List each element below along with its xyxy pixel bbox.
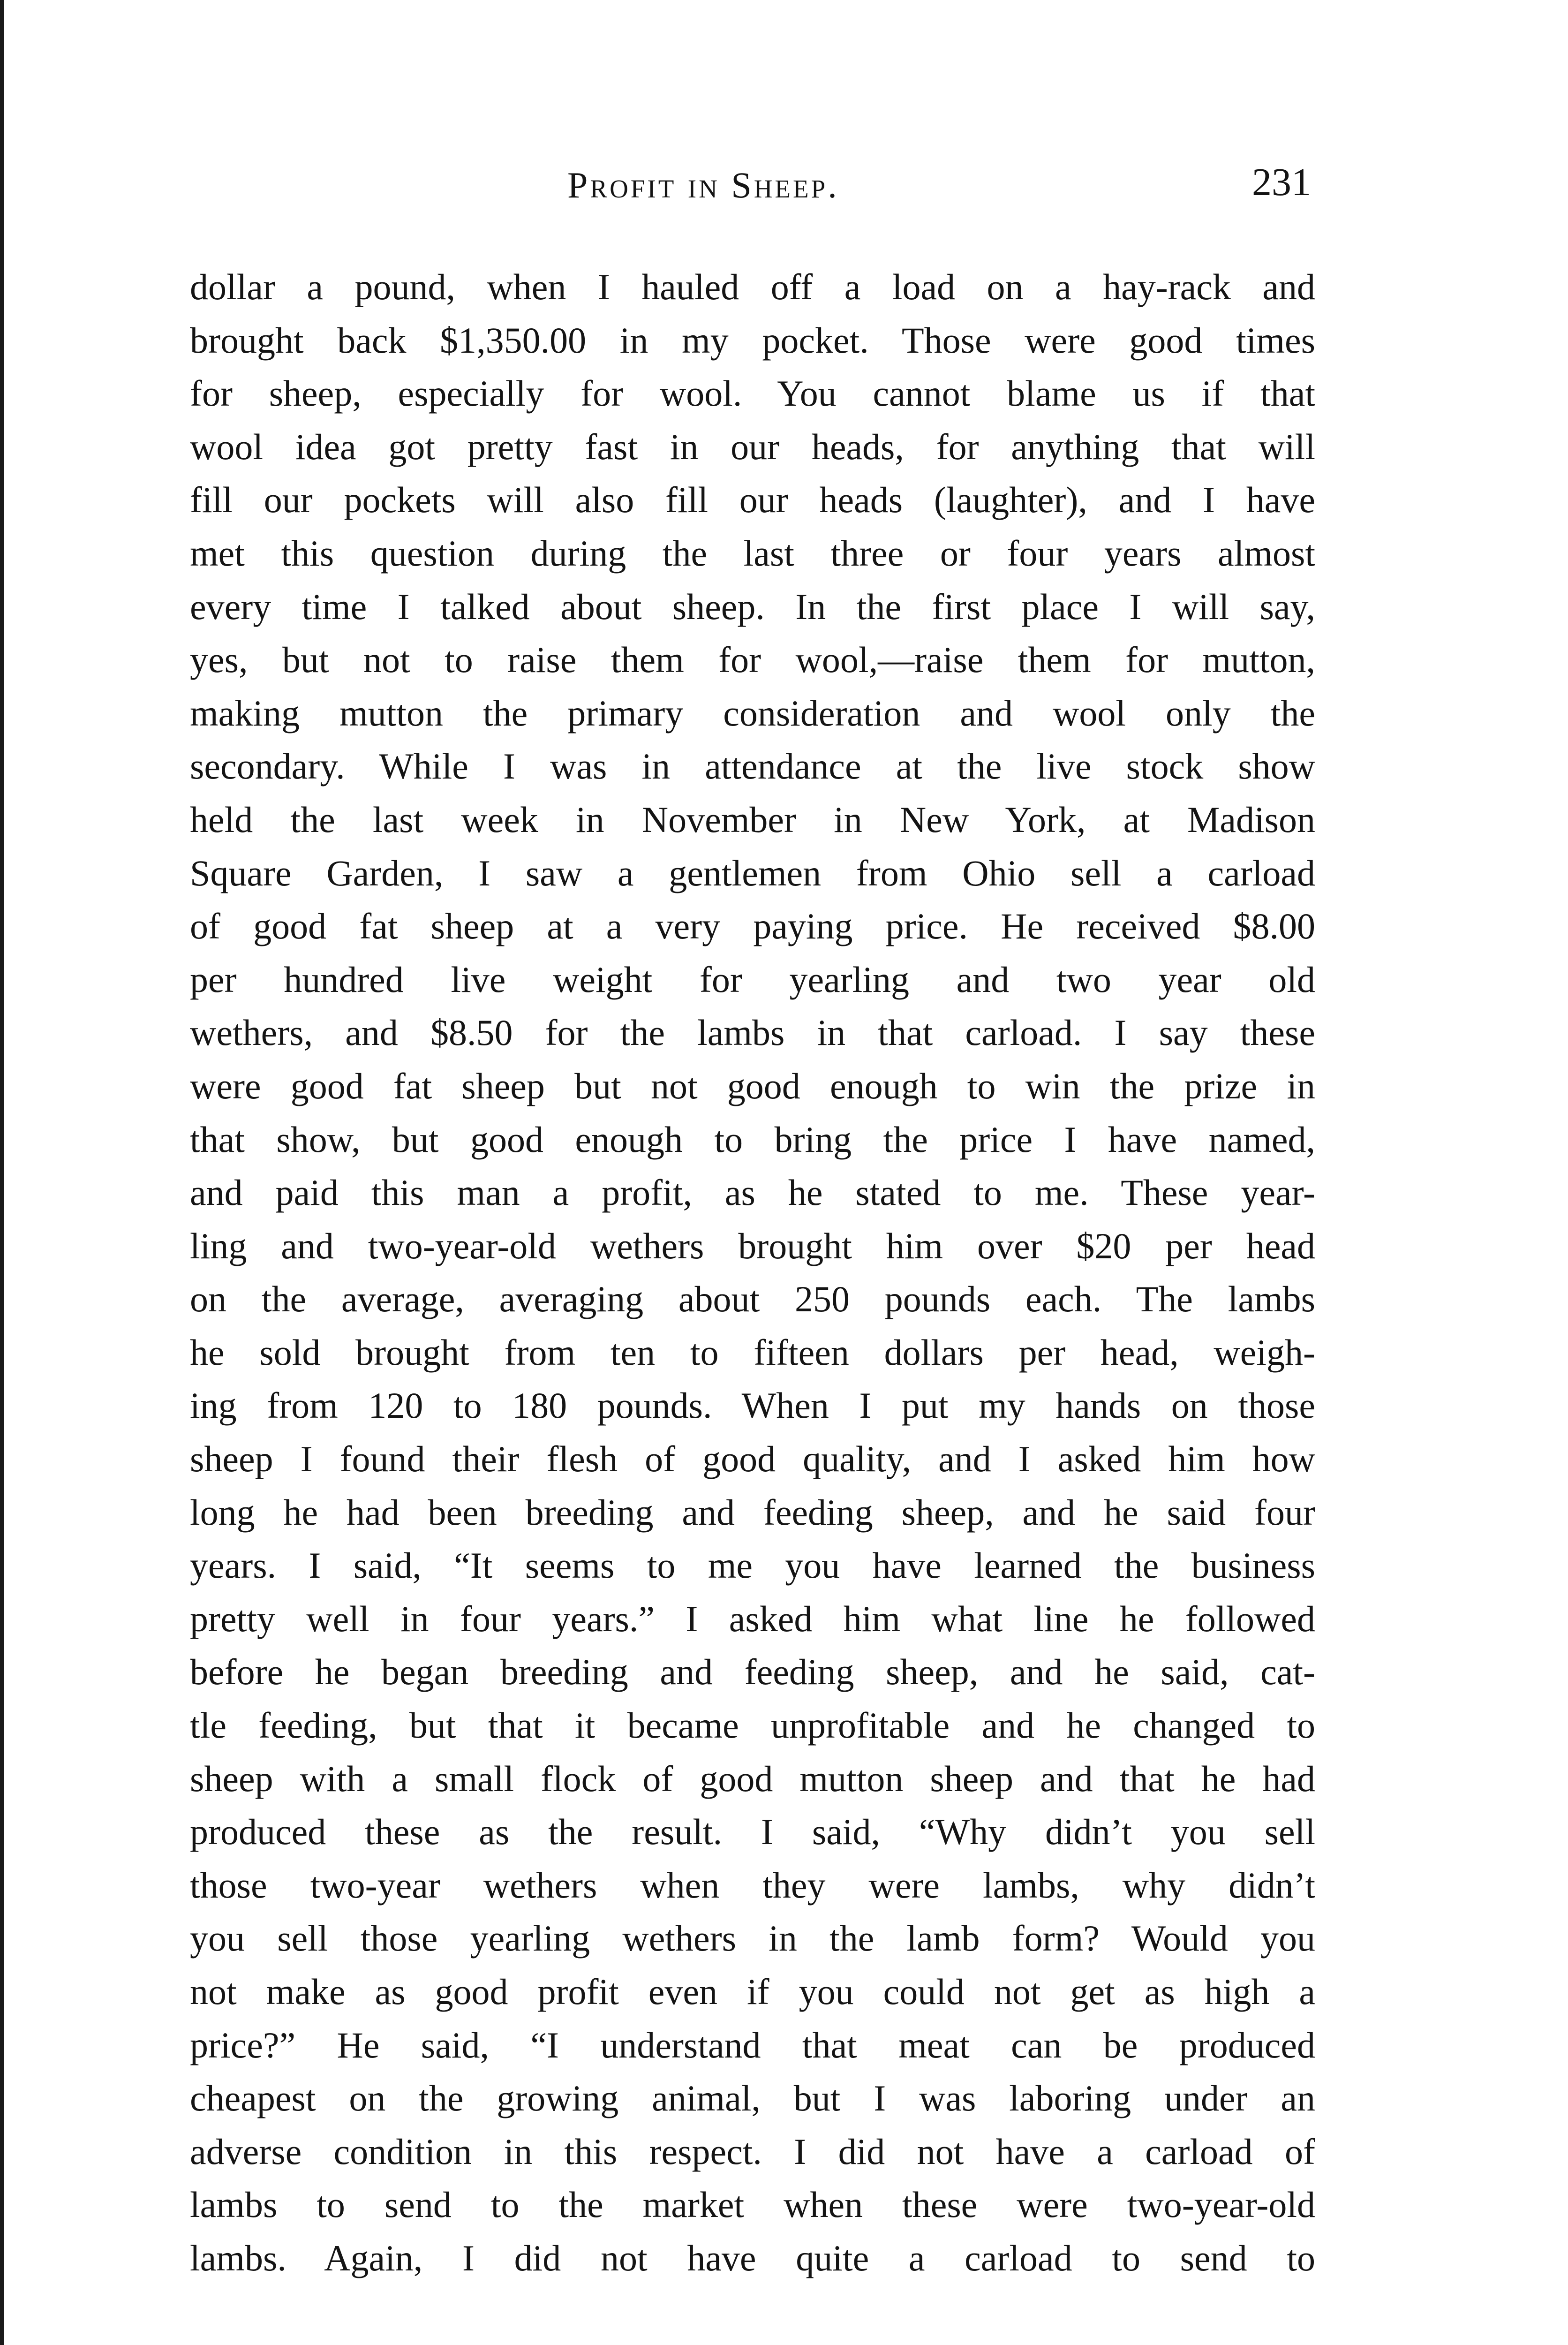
text-line: long he had been breeding and feeding sheep, and he said four (190, 1491, 1315, 1533)
text-line: tle feeding, but that it became unprofitable and he changed to (190, 1705, 1315, 1746)
page-header (0, 159, 1568, 216)
text-line: sheep with a small flock of good mutton sheep and that he had (190, 1758, 1315, 1799)
text-line: before he began breeding and feeding sheep, and he said, cat- (190, 1651, 1315, 1693)
text-line: were good fat sheep but not good enough to win the prize in (190, 1065, 1315, 1106)
text-line: ling and two-year-old wethers brought him over $20 per head (190, 1225, 1315, 1266)
text-line: Square Garden, I saw a gentlemen from Ohio sell a carload (190, 852, 1315, 893)
body-text (190, 260, 1315, 2285)
text-line: produced these as the result. I said, “Why didn’t you sell (190, 1811, 1315, 1853)
text-line: pretty well in four years.” I asked him what line he followed (190, 1598, 1315, 1639)
text-line: cheapest on the growing animal, but I was laboring under an (190, 2078, 1315, 2119)
text-line: per hundred live weight for yearling and two year old (190, 959, 1315, 1000)
text-line: met this question during the last three or four years almost (190, 532, 1315, 574)
text-line: wethers, and $8.50 for the lambs in that carload. I say these (190, 1012, 1315, 1053)
text-line: of good fat sheep at a very paying price. He received $8.00 (190, 906, 1315, 947)
text-line: years. I said, “It seems to me you have learned the business (190, 1545, 1315, 1586)
text-line: lambs to send to the market when these were two-year-old (190, 2184, 1315, 2225)
text-line: sheep I found their flesh of good quality, and I asked him how (190, 1438, 1315, 1480)
page-edge-left (0, 0, 4, 2345)
text-line: on the average, averaging about 250 pounds each. The lambs (190, 1278, 1315, 1320)
text-line: he sold brought from ten to fifteen dollars per head, weigh- (190, 1331, 1315, 1373)
text-line: yes, but not to raise them for wool,—raise them for mutton, (190, 639, 1315, 681)
text-line: ing from 120 to 180 pounds. When I put my hands on those (190, 1385, 1315, 1426)
running-head: Profit in Sheep. (567, 165, 839, 205)
text-line: fill our pockets will also fill our heads (laughter), and I have (190, 479, 1315, 521)
text-line: every time I talked about sheep. In the first place I will say, (190, 586, 1315, 627)
text-line: that show, but good enough to bring the price I have named, (190, 1119, 1315, 1160)
page-number: 231 (1252, 160, 1311, 204)
text-line: and paid this man a profit, as he stated to me. These year- (190, 1172, 1315, 1213)
text-line: held the last week in November in New York, at Madison (190, 799, 1315, 840)
text-line: brought back $1,350.00 in my pocket. Those were good times (190, 319, 1315, 361)
text-line: not make as good profit even if you could not get as high a (190, 1971, 1315, 2012)
text-line: those two-year wethers when they were lambs, why didn’t (190, 1864, 1315, 1906)
text-line: for sheep, especially for wool. You cannot blame us if that (190, 373, 1315, 414)
text-line: you sell those yearling wethers in the lamb form? Would you (190, 1918, 1315, 1959)
text-line: lambs. Again, I did not have quite a carload to send to (190, 2237, 1315, 2278)
text-line: secondary. While I was in attendance at the live stock show (190, 746, 1315, 787)
text-line: adverse condition in this respect. I did not have a carload of (190, 2131, 1315, 2172)
text-line: wool idea got pretty fast in our heads, for anything that will (190, 426, 1315, 467)
text-line: dollar a pound, when I hauled off a load on a hay-rack and (190, 266, 1315, 307)
text-line: making mutton the primary consideration and wool only the (190, 692, 1315, 734)
text-line: price?” He said, “I understand that meat can be produced (190, 2024, 1315, 2065)
